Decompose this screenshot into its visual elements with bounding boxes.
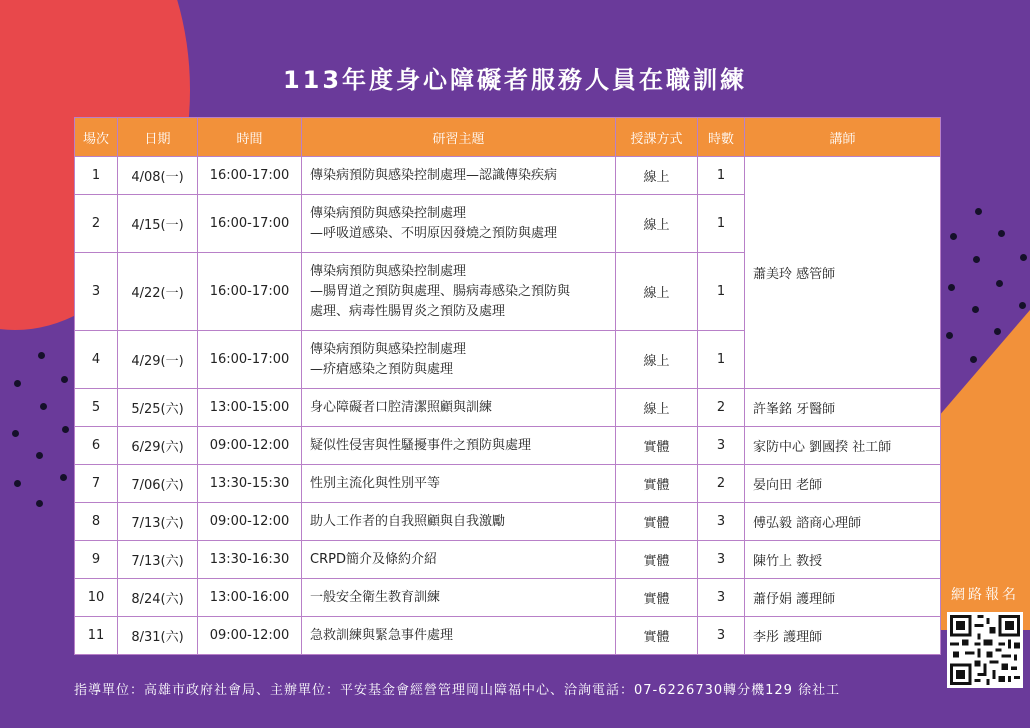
lecturer: 許峯銘 牙醫師 <box>745 389 941 427</box>
hours: 2 <box>698 389 745 427</box>
table-row <box>75 465 941 503</box>
session-no: 9 <box>75 541 118 579</box>
topic-line: —呼吸道感染、不明原因發燒之預防與處理 <box>310 225 558 241</box>
mode: 實體 <box>616 503 698 541</box>
date: 5/25(六) <box>118 389 198 427</box>
topic <box>302 465 616 503</box>
topic-line: —疥瘡感染之預防與處理 <box>310 361 454 377</box>
topic <box>302 617 616 655</box>
time: 16:00-17:00 <box>198 331 302 389</box>
time: 13:30-15:30 <box>198 465 302 503</box>
table-header-row <box>75 118 941 157</box>
time: 13:30-16:30 <box>198 541 302 579</box>
mode: 線上 <box>616 331 698 389</box>
topic <box>302 579 616 617</box>
topic <box>302 427 616 465</box>
mode: 實體 <box>616 465 698 503</box>
lecturer: 傅弘毅 諮商心理師 <box>745 503 941 541</box>
topic-line: CRPD簡介及條約介紹 <box>310 551 437 567</box>
topic-line: 傳染病預防與感染控制處理—認識傳染疾病 <box>310 167 558 183</box>
time: 09:00-12:00 <box>198 617 302 655</box>
header-topic: 研習主題 <box>302 118 616 157</box>
header-time: 時間 <box>198 118 302 157</box>
lecturer: 晏向田 老師 <box>745 465 941 503</box>
mode: 實體 <box>616 541 698 579</box>
table-row <box>75 157 941 195</box>
topic-line: 一般安全衛生教育訓練 <box>310 589 441 605</box>
mode: 實體 <box>616 579 698 617</box>
lecturer: 蕭伃娟 護理師 <box>745 579 941 617</box>
header-date: 日期 <box>118 118 198 157</box>
lecturer: 李彤 護理師 <box>745 617 941 655</box>
date: 8/31(六) <box>118 617 198 655</box>
header-session: 場次 <box>75 118 118 157</box>
footer-organizer-info: 指導單位：高雄市政府社會局、主辦單位：平安基金會經營管理岡山障福中心、洽詢電話：07-6226730轉分機129 徐社工 <box>74 683 841 698</box>
mode: 線上 <box>616 389 698 427</box>
topic-line: 傳染病預防與感染控制處理 <box>310 341 467 357</box>
session-no: 7 <box>75 465 118 503</box>
topic <box>302 389 616 427</box>
topic <box>302 503 616 541</box>
time: 09:00-12:00 <box>198 427 302 465</box>
session-no: 8 <box>75 503 118 541</box>
session-no: 1 <box>75 157 118 195</box>
table-row <box>75 503 941 541</box>
table-row <box>75 541 941 579</box>
registration-label: 網路報名 <box>951 587 1019 603</box>
hours: 1 <box>698 331 745 389</box>
time: 09:00-12:00 <box>198 503 302 541</box>
lecturer: 家防中心 劉國揆 社工師 <box>745 427 941 465</box>
date: 6/29(六) <box>118 427 198 465</box>
date: 4/22(一) <box>118 253 198 331</box>
topic-line: 助人工作者的自我照顧與自我激勵 <box>310 513 506 529</box>
hours: 2 <box>698 465 745 503</box>
training-schedule-table <box>74 117 941 655</box>
session-no: 6 <box>75 427 118 465</box>
topic <box>302 157 616 195</box>
header-mode: 授課方式 <box>616 118 698 157</box>
time: 13:00-16:00 <box>198 579 302 617</box>
time: 16:00-17:00 <box>198 195 302 253</box>
registration-qr-code[interactable] <box>947 612 1023 688</box>
topic <box>302 253 616 331</box>
date: 8/24(六) <box>118 579 198 617</box>
date: 4/08(一) <box>118 157 198 195</box>
session-no: 3 <box>75 253 118 331</box>
header-hours: 時數 <box>698 118 745 157</box>
table-row <box>75 617 941 655</box>
date: 7/13(六) <box>118 503 198 541</box>
hours: 3 <box>698 617 745 655</box>
mode: 實體 <box>616 427 698 465</box>
lecturer: 陳竹上 教授 <box>745 541 941 579</box>
table-row <box>75 427 941 465</box>
topic-line: 性別主流化與性別平等 <box>310 475 441 491</box>
hours: 1 <box>698 195 745 253</box>
table-row <box>75 579 941 617</box>
date: 7/06(六) <box>118 465 198 503</box>
mode: 線上 <box>616 253 698 331</box>
lecturer: 蕭美玲 感管師 <box>745 157 941 389</box>
topic-line: 急救訓練與緊急事件處理 <box>310 627 454 643</box>
time: 13:00-15:00 <box>198 389 302 427</box>
mode: 實體 <box>616 617 698 655</box>
topic-line: —腸胃道之預防與處理、腸病毒感染之預防與 <box>310 283 571 299</box>
page-title: 113年度身心障礙者服務人員在職訓練 <box>282 66 748 94</box>
mode: 線上 <box>616 195 698 253</box>
topic <box>302 195 616 253</box>
date: 4/15(一) <box>118 195 198 253</box>
time: 16:00-17:00 <box>198 253 302 331</box>
header-lecturer: 講師 <box>745 118 941 157</box>
session-no: 4 <box>75 331 118 389</box>
time: 16:00-17:00 <box>198 157 302 195</box>
hours: 3 <box>698 541 745 579</box>
session-no: 11 <box>75 617 118 655</box>
topic-line: 傳染病預防與感染控制處理 <box>310 263 467 279</box>
table-row <box>75 389 941 427</box>
hours: 1 <box>698 253 745 331</box>
date: 7/13(六) <box>118 541 198 579</box>
topic-line: 疑似性侵害與性騷擾事件之預防與處理 <box>310 437 532 453</box>
date: 4/29(一) <box>118 331 198 389</box>
hours: 1 <box>698 157 745 195</box>
topic-line: 身心障礙者口腔清潔照顧與訓練 <box>310 399 493 415</box>
hours: 3 <box>698 427 745 465</box>
hours: 3 <box>698 579 745 617</box>
topic <box>302 541 616 579</box>
session-no: 5 <box>75 389 118 427</box>
session-no: 2 <box>75 195 118 253</box>
topic-line: 處理、病毒性腸胃炎之預防及處理 <box>310 303 506 319</box>
hours: 3 <box>698 503 745 541</box>
session-no: 10 <box>75 579 118 617</box>
topic-line: 傳染病預防與感染控制處理 <box>310 205 467 221</box>
topic <box>302 331 616 389</box>
mode: 線上 <box>616 157 698 195</box>
